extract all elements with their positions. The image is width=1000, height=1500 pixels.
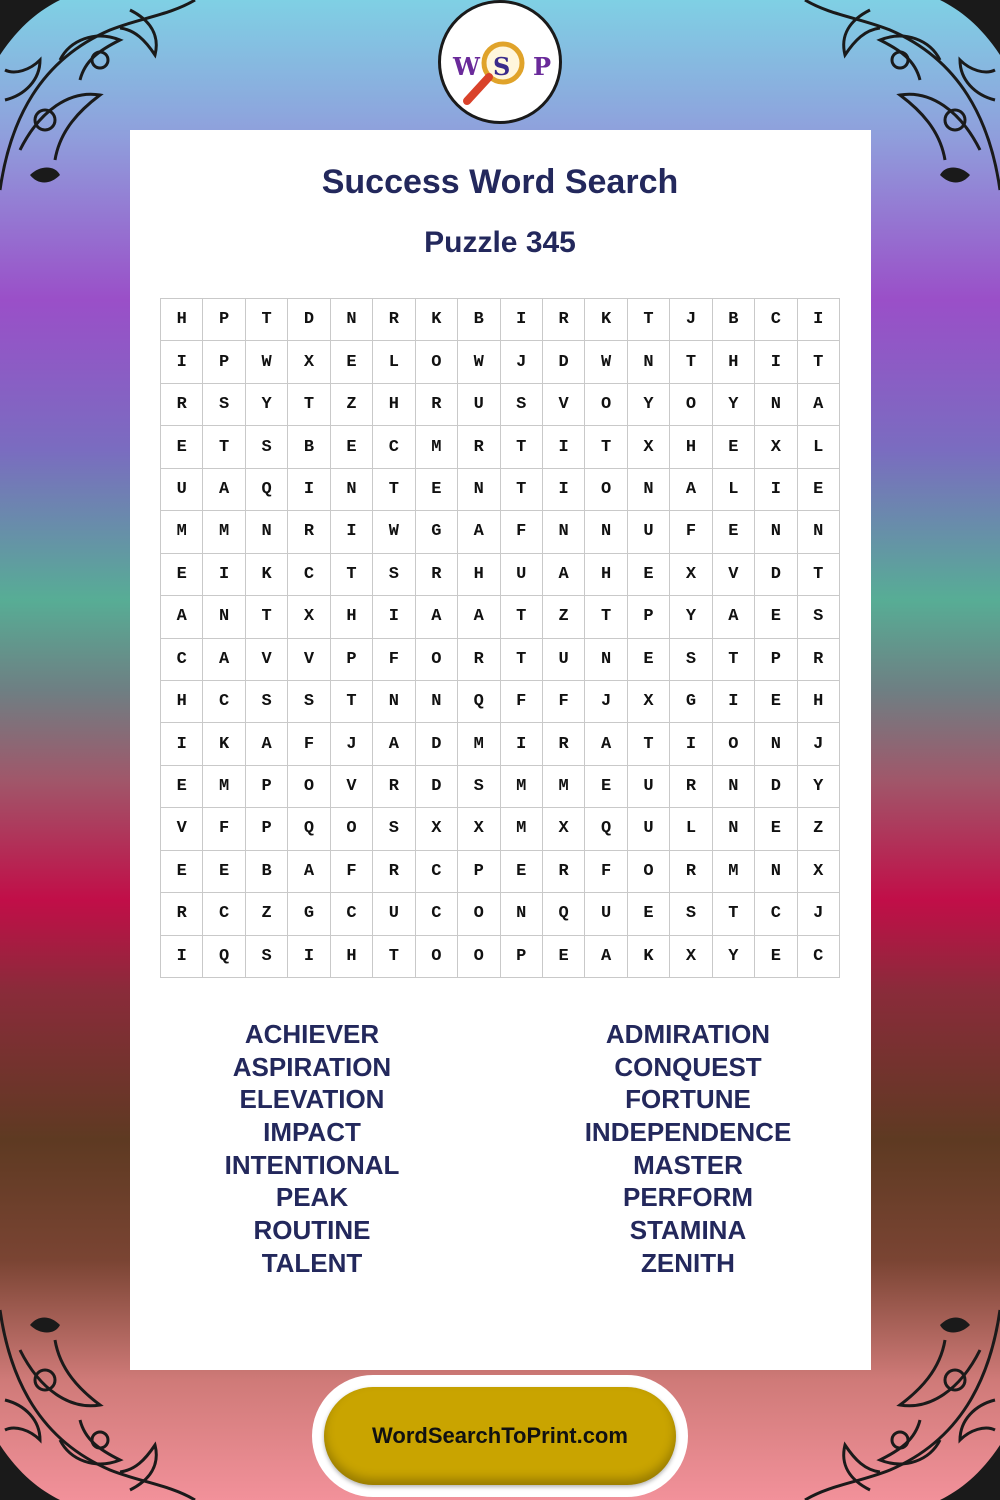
word-list-left xyxy=(162,1018,462,1280)
grid-cell[interactable]: J xyxy=(331,723,373,765)
grid-cell[interactable]: X xyxy=(458,808,500,850)
word-list-item: FORTUNE xyxy=(625,1084,751,1115)
grid-cell[interactable]: T xyxy=(331,554,373,596)
logo-letter-p: P xyxy=(533,52,552,81)
grid-cell[interactable]: T xyxy=(713,893,755,935)
grid-cell[interactable]: E xyxy=(203,851,245,893)
grid-cell[interactable]: E xyxy=(161,851,203,893)
grid-cell[interactable]: P xyxy=(246,766,288,808)
wsp-logo[interactable] xyxy=(438,0,562,124)
grid-cell[interactable]: M xyxy=(161,511,203,553)
grid-cell[interactable]: T xyxy=(203,426,245,468)
grid-cell[interactable]: O xyxy=(458,936,500,978)
grid-cell[interactable]: P xyxy=(501,936,543,978)
grid-cell[interactable]: F xyxy=(585,851,627,893)
grid-cell[interactable]: E xyxy=(331,341,373,383)
grid-cell[interactable]: R xyxy=(543,851,585,893)
grid-cell[interactable]: I xyxy=(501,723,543,765)
word-list-item: ELEVATION xyxy=(239,1084,385,1115)
grid-cell[interactable]: A xyxy=(288,851,330,893)
grid-cell[interactable]: N xyxy=(713,808,755,850)
grid-cell[interactable]: F xyxy=(373,639,415,681)
grid-cell[interactable]: U xyxy=(628,808,670,850)
grid-cell[interactable]: Y xyxy=(798,766,840,808)
grid-cell[interactable]: C xyxy=(416,893,458,935)
grid-cell[interactable]: I xyxy=(670,723,712,765)
grid-cell[interactable]: B xyxy=(288,426,330,468)
grid-cell[interactable]: S xyxy=(798,596,840,638)
grid-cell[interactable]: Z xyxy=(246,893,288,935)
grid-cell[interactable]: R xyxy=(373,851,415,893)
grid-cell[interactable]: N xyxy=(628,469,670,511)
grid-cell[interactable]: A xyxy=(203,469,245,511)
grid-cell[interactable]: C xyxy=(798,936,840,978)
grid-cell[interactable]: X xyxy=(670,554,712,596)
page-title: Success Word Search xyxy=(321,163,679,201)
grid-cell[interactable]: S xyxy=(501,384,543,426)
grid-cell[interactable]: K xyxy=(585,299,627,341)
grid-cell[interactable]: A xyxy=(458,511,500,553)
grid-cell[interactable]: P xyxy=(628,596,670,638)
grid-cell[interactable]: E xyxy=(501,851,543,893)
grid-cell[interactable]: I xyxy=(798,299,840,341)
grid-cell[interactable]: E xyxy=(628,554,670,596)
grid-cell[interactable]: R xyxy=(161,893,203,935)
word-list-item: ADMIRATION xyxy=(605,1019,771,1049)
grid-cell[interactable]: C xyxy=(755,893,797,935)
grid-cell[interactable]: I xyxy=(203,554,245,596)
grid-cell[interactable]: S xyxy=(373,554,415,596)
grid-cell[interactable]: N xyxy=(203,596,245,638)
grid-cell[interactable]: R xyxy=(288,511,330,553)
grid-cell[interactable]: U xyxy=(373,893,415,935)
word-list-right xyxy=(538,1018,838,1280)
grid-cell[interactable]: T xyxy=(585,596,627,638)
word-list-item: ROUTINE xyxy=(253,1215,371,1246)
word-list-item: PERFORM xyxy=(623,1182,753,1213)
grid-cell[interactable]: C xyxy=(161,639,203,681)
grid-cell[interactable]: H xyxy=(373,384,415,426)
grid-cell[interactable]: T xyxy=(246,299,288,341)
grid-cell[interactable]: L xyxy=(373,341,415,383)
grid-cell[interactable]: I xyxy=(161,936,203,978)
grid-cell[interactable]: E xyxy=(416,469,458,511)
grid-cell[interactable]: I xyxy=(501,299,543,341)
grid-cell[interactable]: C xyxy=(373,426,415,468)
grid-cell[interactable]: I xyxy=(288,469,330,511)
grid-cell[interactable]: H xyxy=(585,554,627,596)
grid-cell[interactable]: R xyxy=(458,426,500,468)
grid-cell[interactable]: E xyxy=(331,426,373,468)
grid-cell[interactable]: N xyxy=(373,681,415,723)
grid-cell[interactable]: C xyxy=(416,851,458,893)
grid-cell[interactable]: F xyxy=(331,851,373,893)
grid-cell[interactable]: S xyxy=(246,681,288,723)
grid-cell[interactable]: K xyxy=(628,936,670,978)
grid-cell[interactable]: L xyxy=(798,426,840,468)
grid-cell[interactable]: A xyxy=(203,639,245,681)
grid-cell[interactable]: T xyxy=(501,426,543,468)
grid-cell[interactable]: A xyxy=(670,469,712,511)
grid-cell[interactable]: Z xyxy=(798,808,840,850)
grid-cell[interactable]: B xyxy=(713,299,755,341)
grid-cell[interactable]: E xyxy=(628,639,670,681)
logo-letter-s: S xyxy=(493,52,511,81)
grid-cell[interactable]: T xyxy=(628,723,670,765)
grid-cell[interactable]: Z xyxy=(543,596,585,638)
grid-cell[interactable]: A xyxy=(543,554,585,596)
grid-cell[interactable]: J xyxy=(585,681,627,723)
grid-cell[interactable]: Q xyxy=(203,936,245,978)
grid-cell[interactable]: I xyxy=(161,723,203,765)
grid-cell[interactable]: H xyxy=(458,554,500,596)
grid-cell[interactable]: U xyxy=(458,384,500,426)
grid-cell[interactable]: G xyxy=(416,511,458,553)
grid-cell[interactable]: I xyxy=(288,936,330,978)
grid-cell[interactable]: M xyxy=(501,808,543,850)
grid-cell[interactable]: U xyxy=(628,766,670,808)
word-list-item: PEAK xyxy=(275,1182,349,1213)
grid-cell[interactable]: J xyxy=(501,341,543,383)
grid-cell[interactable]: T xyxy=(585,426,627,468)
grid-cell[interactable]: T xyxy=(501,639,543,681)
grid-cell[interactable]: X xyxy=(670,936,712,978)
grid-cell[interactable]: T xyxy=(501,469,543,511)
grid-cell[interactable]: N xyxy=(246,511,288,553)
grid-cell[interactable]: E xyxy=(628,893,670,935)
grid-cell[interactable]: Q xyxy=(458,681,500,723)
grid-cell[interactable]: J xyxy=(798,893,840,935)
grid-cell[interactable]: R xyxy=(458,639,500,681)
word-list-item: INDEPENDENCE xyxy=(584,1117,792,1148)
grid-cell[interactable]: T xyxy=(798,554,840,596)
grid-cell[interactable]: C xyxy=(203,893,245,935)
grid-cell[interactable]: P xyxy=(331,639,373,681)
grid-cell[interactable]: P xyxy=(458,851,500,893)
grid-cell[interactable]: Y xyxy=(670,596,712,638)
grid-cell[interactable]: T xyxy=(798,341,840,383)
grid-cell[interactable]: X xyxy=(798,851,840,893)
grid-cell[interactable]: T xyxy=(628,299,670,341)
grid-cell[interactable]: N xyxy=(501,893,543,935)
grid-cell[interactable]: O xyxy=(458,893,500,935)
grid-cell[interactable]: Y xyxy=(628,384,670,426)
grid-cell[interactable]: E xyxy=(755,936,797,978)
grid-cell[interactable]: A xyxy=(585,723,627,765)
grid-cell[interactable]: O xyxy=(416,639,458,681)
grid-cell[interactable]: O xyxy=(670,384,712,426)
grid-cell[interactable]: A xyxy=(458,596,500,638)
word-list-item: MASTER xyxy=(633,1149,743,1180)
grid-cell[interactable]: N xyxy=(713,766,755,808)
grid-cell[interactable]: L xyxy=(670,808,712,850)
grid-cell[interactable]: Q xyxy=(246,469,288,511)
grid-cell[interactable]: N xyxy=(416,681,458,723)
grid-cell[interactable]: G xyxy=(670,681,712,723)
logo-letter-w: W xyxy=(453,52,480,81)
grid-cell[interactable]: E xyxy=(755,808,797,850)
grid-cell[interactable]: D xyxy=(543,341,585,383)
grid-cell[interactable]: X xyxy=(543,808,585,850)
grid-cell[interactable]: E xyxy=(755,681,797,723)
grid-cell[interactable]: S xyxy=(670,639,712,681)
letter-grid[interactable] xyxy=(160,298,840,978)
grid-cell[interactable]: X xyxy=(755,426,797,468)
grid-cell[interactable]: E xyxy=(755,596,797,638)
grid-cell[interactable]: C xyxy=(288,554,330,596)
grid-cell[interactable]: N xyxy=(585,511,627,553)
grid-cell[interactable]: N xyxy=(798,511,840,553)
grid-cell[interactable]: H xyxy=(161,299,203,341)
grid-cell[interactable]: U xyxy=(543,639,585,681)
grid-cell[interactable]: V xyxy=(543,384,585,426)
grid-cell[interactable]: E xyxy=(543,936,585,978)
grid-cell[interactable]: U xyxy=(585,893,627,935)
grid-cell[interactable]: N xyxy=(543,511,585,553)
grid-cell[interactable]: W xyxy=(585,341,627,383)
grid-cell[interactable]: X xyxy=(288,341,330,383)
grid-cell[interactable]: X xyxy=(628,681,670,723)
grid-cell[interactable]: F xyxy=(288,723,330,765)
grid-cell[interactable]: U xyxy=(628,511,670,553)
grid-cell[interactable]: I xyxy=(755,469,797,511)
grid-cell[interactable]: P xyxy=(203,341,245,383)
grid-cell[interactable]: B xyxy=(246,851,288,893)
word-list-item: ACHIEVER xyxy=(244,1019,380,1049)
grid-cell[interactable]: N xyxy=(755,723,797,765)
puzzle-number: Puzzle 345 xyxy=(424,226,576,259)
grid-cell[interactable]: E xyxy=(585,766,627,808)
grid-cell[interactable]: R xyxy=(798,639,840,681)
grid-cell[interactable]: H xyxy=(713,341,755,383)
grid-cell[interactable]: R xyxy=(416,384,458,426)
grid-cell[interactable]: D xyxy=(416,723,458,765)
grid-cell[interactable]: T xyxy=(373,469,415,511)
grid-cell[interactable]: O xyxy=(585,469,627,511)
word-list-item: STAMINA xyxy=(629,1215,747,1246)
grid-cell[interactable]: P xyxy=(755,639,797,681)
grid-cell[interactable]: F xyxy=(501,681,543,723)
grid-cell[interactable]: N xyxy=(628,341,670,383)
grid-cell[interactable]: T xyxy=(670,341,712,383)
grid-cell[interactable]: U xyxy=(501,554,543,596)
grid-cell[interactable]: K xyxy=(203,723,245,765)
grid-cell[interactable]: U xyxy=(161,469,203,511)
grid-cell[interactable]: H xyxy=(331,936,373,978)
word-list-item: CONQUEST xyxy=(614,1051,762,1082)
grid-cell[interactable]: M xyxy=(543,766,585,808)
grid-cell[interactable]: T xyxy=(331,681,373,723)
grid-cell[interactable]: O xyxy=(416,936,458,978)
grid-cell[interactable]: E xyxy=(798,469,840,511)
grid-cell[interactable]: R xyxy=(161,384,203,426)
grid-cell[interactable]: M xyxy=(458,723,500,765)
grid-cell[interactable]: V xyxy=(331,766,373,808)
grid-cell[interactable]: N xyxy=(331,469,373,511)
grid-cell[interactable]: S xyxy=(373,808,415,850)
grid-cell[interactable]: T xyxy=(501,596,543,638)
grid-cell[interactable]: I xyxy=(161,341,203,383)
grid-cell[interactable]: A xyxy=(161,596,203,638)
grid-cell[interactable]: M xyxy=(416,426,458,468)
grid-cell[interactable]: M xyxy=(713,851,755,893)
grid-cell[interactable]: O xyxy=(416,341,458,383)
grid-cell[interactable]: A xyxy=(798,384,840,426)
grid-cell[interactable]: S xyxy=(288,681,330,723)
grid-cell[interactable]: H xyxy=(670,426,712,468)
grid-cell[interactable]: W xyxy=(373,511,415,553)
grid-cell[interactable]: W xyxy=(458,341,500,383)
grid-cell[interactable]: H xyxy=(331,596,373,638)
grid-cell[interactable]: D xyxy=(288,299,330,341)
grid-cell[interactable]: T xyxy=(288,384,330,426)
grid-cell[interactable]: G xyxy=(288,893,330,935)
grid-cell[interactable]: D xyxy=(755,554,797,596)
grid-cell[interactable]: M xyxy=(501,766,543,808)
grid-cell[interactable]: N xyxy=(585,639,627,681)
grid-cell[interactable]: V xyxy=(161,808,203,850)
grid-cell[interactable]: Y xyxy=(713,384,755,426)
grid-cell[interactable]: R xyxy=(416,554,458,596)
grid-cell[interactable]: Y xyxy=(713,936,755,978)
grid-cell[interactable]: V xyxy=(713,554,755,596)
grid-cell[interactable]: R xyxy=(543,723,585,765)
grid-cell[interactable]: X xyxy=(288,596,330,638)
grid-cell[interactable]: K xyxy=(246,554,288,596)
grid-cell[interactable]: C xyxy=(755,299,797,341)
grid-cell[interactable]: N xyxy=(331,299,373,341)
grid-cell[interactable]: J xyxy=(670,299,712,341)
grid-cell[interactable]: K xyxy=(416,299,458,341)
grid-cell[interactable]: M xyxy=(203,511,245,553)
grid-cell[interactable]: R xyxy=(670,851,712,893)
website-button[interactable]: WordSearchToPrint.com xyxy=(324,1387,676,1485)
grid-cell[interactable]: S xyxy=(246,936,288,978)
grid-cell[interactable]: X xyxy=(628,426,670,468)
grid-cell[interactable]: X xyxy=(416,808,458,850)
grid-cell[interactable]: N xyxy=(755,851,797,893)
grid-cell[interactable]: T xyxy=(373,936,415,978)
grid-cell[interactable]: O xyxy=(585,384,627,426)
grid-cell[interactable]: A xyxy=(416,596,458,638)
word-list-item: INTENTIONAL xyxy=(224,1149,400,1180)
grid-cell[interactable]: I xyxy=(373,596,415,638)
grid-cell[interactable]: I xyxy=(755,341,797,383)
grid-cell[interactable]: E xyxy=(161,766,203,808)
grid-cell[interactable]: I xyxy=(713,681,755,723)
grid-cell[interactable]: R xyxy=(373,766,415,808)
grid-cell[interactable]: A xyxy=(373,723,415,765)
word-list-item: ASPIRATION xyxy=(232,1051,392,1082)
grid-cell[interactable]: V xyxy=(246,639,288,681)
grid-cell[interactable]: H xyxy=(161,681,203,723)
grid-cell[interactable]: E xyxy=(161,554,203,596)
grid-cell[interactable]: D xyxy=(755,766,797,808)
grid-cell[interactable]: B xyxy=(458,299,500,341)
grid-cell[interactable]: W xyxy=(246,341,288,383)
grid-cell[interactable]: O xyxy=(288,766,330,808)
grid-cell[interactable]: O xyxy=(713,723,755,765)
grid-cell[interactable]: A xyxy=(713,596,755,638)
grid-cell[interactable]: S xyxy=(246,426,288,468)
word-list-item: TALENT xyxy=(261,1247,363,1278)
grid-cell[interactable]: Q xyxy=(543,893,585,935)
grid-cell[interactable]: F xyxy=(670,511,712,553)
grid-cell[interactable]: H xyxy=(798,681,840,723)
grid-cell[interactable]: M xyxy=(203,766,245,808)
grid-cell[interactable]: Y xyxy=(246,384,288,426)
grid-cell[interactable]: A xyxy=(585,936,627,978)
word-list-item: IMPACT xyxy=(263,1117,361,1148)
grid-cell[interactable]: V xyxy=(288,639,330,681)
grid-cell[interactable]: E xyxy=(713,511,755,553)
grid-cell[interactable]: S xyxy=(458,766,500,808)
grid-cell[interactable]: I xyxy=(543,426,585,468)
grid-cell[interactable]: I xyxy=(331,511,373,553)
grid-cell[interactable]: O xyxy=(628,851,670,893)
grid-cell[interactable]: N xyxy=(755,511,797,553)
grid-cell[interactable]: N xyxy=(755,384,797,426)
grid-cell[interactable]: C xyxy=(331,893,373,935)
grid-cell[interactable]: E xyxy=(161,426,203,468)
grid-cell[interactable]: S xyxy=(670,893,712,935)
grid-cell[interactable]: F xyxy=(501,511,543,553)
grid-cell[interactable]: R xyxy=(670,766,712,808)
grid-cell[interactable]: Q xyxy=(585,808,627,850)
grid-cell[interactable]: O xyxy=(331,808,373,850)
grid-cell[interactable]: J xyxy=(798,723,840,765)
grid-cell[interactable]: T xyxy=(713,639,755,681)
grid-cell[interactable]: F xyxy=(203,808,245,850)
grid-cell[interactable]: L xyxy=(713,469,755,511)
grid-cell[interactable]: P xyxy=(246,808,288,850)
grid-cell[interactable]: C xyxy=(203,681,245,723)
grid-cell[interactable]: N xyxy=(458,469,500,511)
grid-cell[interactable]: P xyxy=(203,299,245,341)
grid-cell[interactable]: E xyxy=(713,426,755,468)
grid-cell[interactable]: I xyxy=(543,469,585,511)
grid-cell[interactable]: R xyxy=(543,299,585,341)
grid-cell[interactable]: R xyxy=(373,299,415,341)
grid-cell[interactable]: T xyxy=(246,596,288,638)
word-list-item: ZENITH xyxy=(641,1247,735,1278)
grid-cell[interactable]: Q xyxy=(288,808,330,850)
grid-cell[interactable]: S xyxy=(203,384,245,426)
grid-cell[interactable]: A xyxy=(246,723,288,765)
grid-cell[interactable]: F xyxy=(543,681,585,723)
grid-cell[interactable]: Z xyxy=(331,384,373,426)
grid-cell[interactable]: D xyxy=(416,766,458,808)
